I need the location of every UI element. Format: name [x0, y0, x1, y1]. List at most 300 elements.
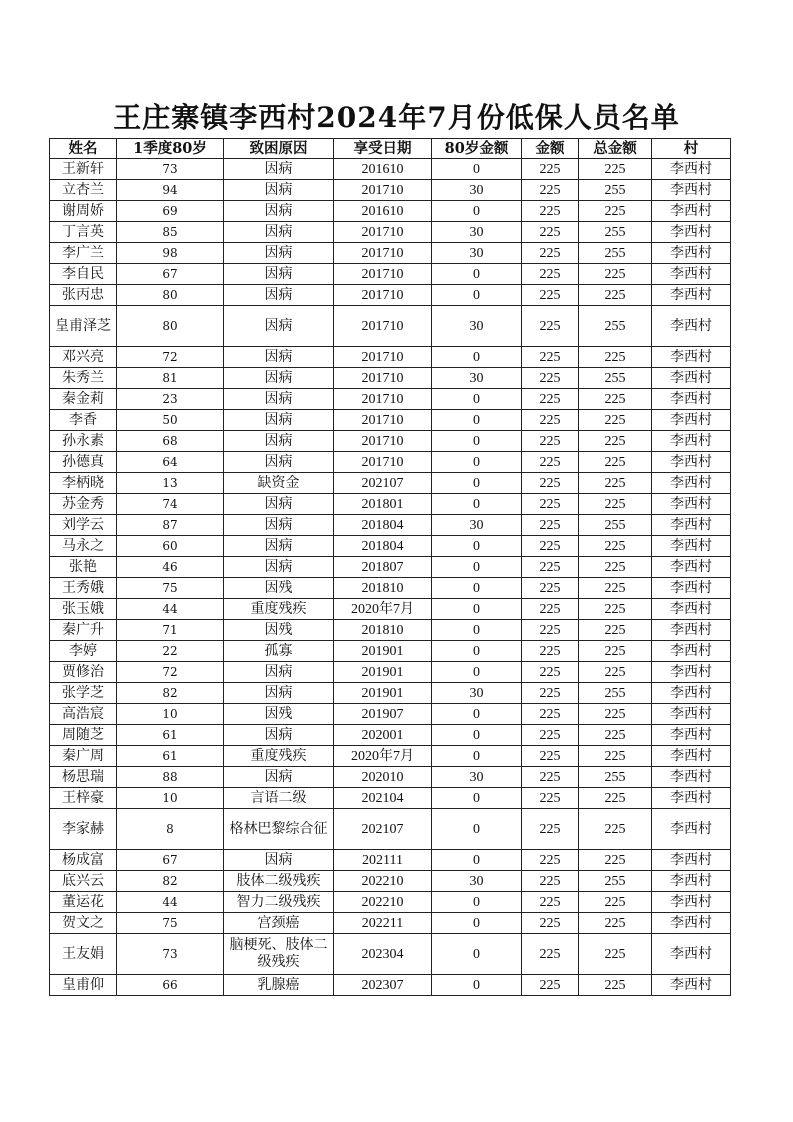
cell-village: 李西村 — [652, 306, 731, 347]
cell-age: 8 — [117, 809, 224, 850]
cell-amount: 225 — [522, 410, 579, 431]
header-reason: 致困原因 — [224, 139, 334, 159]
cell-name: 朱秀兰 — [50, 368, 117, 389]
cell-name: 皇甫泽芝 — [50, 306, 117, 347]
cell-age: 67 — [117, 264, 224, 285]
cell-name: 李婷 — [50, 641, 117, 662]
cell-reason: 因病 — [224, 850, 334, 871]
cell-age: 73 — [117, 934, 224, 975]
cell-bonus: 30 — [432, 871, 522, 892]
table-row — [50, 306, 731, 347]
cell-total: 225 — [579, 536, 652, 557]
cell-reason: 因病 — [224, 285, 334, 306]
cell-village: 李西村 — [652, 809, 731, 850]
cell-age: 85 — [117, 222, 224, 243]
cell-bonus: 0 — [432, 285, 522, 306]
cell-date: 202107 — [334, 809, 432, 850]
cell-total: 225 — [579, 431, 652, 452]
cell-total: 255 — [579, 767, 652, 788]
cell-amount: 225 — [522, 201, 579, 222]
cell-village: 李西村 — [652, 662, 731, 683]
cell-village: 李西村 — [652, 683, 731, 704]
cell-age: 66 — [117, 975, 224, 996]
cell-total: 225 — [579, 285, 652, 306]
cell-total: 225 — [579, 892, 652, 913]
cell-amount: 225 — [522, 913, 579, 934]
cell-amount: 225 — [522, 662, 579, 683]
cell-bonus: 0 — [432, 452, 522, 473]
table-row — [50, 620, 731, 641]
cell-age: 50 — [117, 410, 224, 431]
cell-reason: 智力二级残疾 — [224, 892, 334, 913]
cell-reason: 因病 — [224, 515, 334, 536]
cell-date: 2020年7月 — [334, 599, 432, 620]
cell-date: 201710 — [334, 285, 432, 306]
table-row — [50, 180, 731, 201]
cell-total: 225 — [579, 578, 652, 599]
document-title: 王庄寨镇李西村2024年7月份低保人员名单 — [113, 101, 680, 134]
cell-amount: 225 — [522, 809, 579, 850]
cell-date: 201810 — [334, 578, 432, 599]
cell-total: 225 — [579, 494, 652, 515]
cell-name: 张艳 — [50, 557, 117, 578]
cell-total: 225 — [579, 975, 652, 996]
cell-date: 201610 — [334, 159, 432, 180]
cell-date: 201807 — [334, 557, 432, 578]
cell-bonus: 30 — [432, 222, 522, 243]
cell-reason: 因病 — [224, 201, 334, 222]
cell-reason: 因病 — [224, 368, 334, 389]
cell-total: 225 — [579, 850, 652, 871]
cell-reason: 重度残疾 — [224, 746, 334, 767]
cell-village: 李西村 — [652, 368, 731, 389]
header-bonus: 80岁金额 — [432, 139, 522, 159]
cell-bonus: 0 — [432, 201, 522, 222]
cell-reason: 重度残疾 — [224, 599, 334, 620]
cell-date: 202304 — [334, 934, 432, 975]
table-row — [50, 975, 731, 996]
cell-total: 225 — [579, 389, 652, 410]
cell-reason: 因残 — [224, 578, 334, 599]
cell-name: 丁言英 — [50, 222, 117, 243]
cell-bonus: 30 — [432, 767, 522, 788]
cell-age: 68 — [117, 431, 224, 452]
cell-reason: 因病 — [224, 536, 334, 557]
table-row — [50, 201, 731, 222]
cell-village: 李西村 — [652, 515, 731, 536]
cell-name: 李广兰 — [50, 243, 117, 264]
cell-date: 202210 — [334, 892, 432, 913]
cell-total: 225 — [579, 934, 652, 975]
cell-amount: 225 — [522, 788, 579, 809]
cell-total: 255 — [579, 515, 652, 536]
cell-date: 201710 — [334, 368, 432, 389]
cell-bonus: 0 — [432, 788, 522, 809]
cell-age: 80 — [117, 306, 224, 347]
table-row — [50, 850, 731, 871]
cell-amount: 225 — [522, 306, 579, 347]
cell-village: 李西村 — [652, 536, 731, 557]
table-row — [50, 515, 731, 536]
cell-bonus: 0 — [432, 494, 522, 515]
cell-date: 201804 — [334, 515, 432, 536]
cell-amount: 225 — [522, 892, 579, 913]
cell-amount: 225 — [522, 452, 579, 473]
cell-date: 201810 — [334, 620, 432, 641]
cell-reason: 因残 — [224, 620, 334, 641]
cell-amount: 225 — [522, 767, 579, 788]
cell-total: 255 — [579, 871, 652, 892]
cell-village: 李西村 — [652, 264, 731, 285]
table-row — [50, 578, 731, 599]
table-row — [50, 641, 731, 662]
cell-name: 马永之 — [50, 536, 117, 557]
table-row — [50, 725, 731, 746]
cell-amount: 225 — [522, 746, 579, 767]
cell-total: 225 — [579, 201, 652, 222]
cell-amount: 225 — [522, 641, 579, 662]
cell-name: 王梓豪 — [50, 788, 117, 809]
cell-name: 秦金莉 — [50, 389, 117, 410]
cell-amount: 225 — [522, 725, 579, 746]
cell-reason: 因病 — [224, 180, 334, 201]
cell-name: 谢周娇 — [50, 201, 117, 222]
cell-age: 10 — [117, 788, 224, 809]
table-row — [50, 473, 731, 494]
cell-date: 201710 — [334, 452, 432, 473]
cell-bonus: 0 — [432, 662, 522, 683]
cell-name: 董运花 — [50, 892, 117, 913]
table-row — [50, 452, 731, 473]
cell-reason: 格林巴黎综合征 — [224, 809, 334, 850]
cell-name: 李香 — [50, 410, 117, 431]
cell-bonus: 0 — [432, 746, 522, 767]
header-date: 享受日期 — [334, 139, 432, 159]
cell-amount: 225 — [522, 347, 579, 368]
table-row — [50, 368, 731, 389]
cell-date: 202210 — [334, 871, 432, 892]
table-row — [50, 746, 731, 767]
table-row — [50, 913, 731, 934]
cell-name: 底兴云 — [50, 871, 117, 892]
cell-village: 李西村 — [652, 913, 731, 934]
cell-date: 2020年7月 — [334, 746, 432, 767]
cell-amount: 225 — [522, 620, 579, 641]
cell-name: 李柄晓 — [50, 473, 117, 494]
cell-bonus: 30 — [432, 683, 522, 704]
table-row — [50, 285, 731, 306]
cell-bonus: 0 — [432, 934, 522, 975]
cell-bonus: 30 — [432, 368, 522, 389]
table-row — [50, 788, 731, 809]
table-row — [50, 536, 731, 557]
cell-bonus: 0 — [432, 578, 522, 599]
cell-reason: 孤寡 — [224, 641, 334, 662]
table-row — [50, 431, 731, 452]
cell-bonus: 0 — [432, 725, 522, 746]
cell-date: 202111 — [334, 850, 432, 871]
cell-village: 李西村 — [652, 473, 731, 494]
cell-name: 李家赫 — [50, 809, 117, 850]
cell-age: 82 — [117, 871, 224, 892]
cell-total: 225 — [579, 264, 652, 285]
cell-reason: 因病 — [224, 494, 334, 515]
header-name: 姓名 — [50, 139, 117, 159]
cell-total: 225 — [579, 809, 652, 850]
cell-total: 255 — [579, 683, 652, 704]
cell-name: 秦广升 — [50, 620, 117, 641]
cell-amount: 225 — [522, 536, 579, 557]
cell-village: 李西村 — [652, 641, 731, 662]
cell-amount: 225 — [522, 578, 579, 599]
cell-bonus: 30 — [432, 243, 522, 264]
cell-total: 255 — [579, 180, 652, 201]
cell-age: 61 — [117, 746, 224, 767]
table-body — [50, 159, 731, 996]
cell-age: 67 — [117, 850, 224, 871]
cell-bonus: 0 — [432, 599, 522, 620]
cell-reason: 言语二级 — [224, 788, 334, 809]
cell-date: 201710 — [334, 306, 432, 347]
cell-date: 201901 — [334, 683, 432, 704]
cell-age: 10 — [117, 704, 224, 725]
table-row — [50, 934, 731, 975]
cell-name: 皇甫仰 — [50, 975, 117, 996]
cell-reason: 宫颈癌 — [224, 913, 334, 934]
table-header-row — [50, 139, 731, 159]
cell-total: 225 — [579, 557, 652, 578]
cell-bonus: 0 — [432, 473, 522, 494]
cell-reason: 因残 — [224, 704, 334, 725]
cell-reason: 因病 — [224, 389, 334, 410]
cell-name: 苏金秀 — [50, 494, 117, 515]
table-row — [50, 494, 731, 515]
cell-age: 46 — [117, 557, 224, 578]
cell-age: 82 — [117, 683, 224, 704]
cell-amount: 225 — [522, 494, 579, 515]
cell-reason: 因病 — [224, 452, 334, 473]
header-village: 村 — [652, 139, 731, 159]
cell-total: 225 — [579, 159, 652, 180]
header-total: 总金额 — [579, 139, 652, 159]
cell-total: 225 — [579, 620, 652, 641]
cell-age: 61 — [117, 725, 224, 746]
cell-reason: 因病 — [224, 347, 334, 368]
cell-amount: 225 — [522, 515, 579, 536]
cell-bonus: 0 — [432, 431, 522, 452]
cell-name: 贾修治 — [50, 662, 117, 683]
cell-age: 60 — [117, 536, 224, 557]
cell-village: 李西村 — [652, 159, 731, 180]
table-row — [50, 347, 731, 368]
cell-reason: 乳腺癌 — [224, 975, 334, 996]
cell-age: 72 — [117, 347, 224, 368]
cell-name: 王秀娥 — [50, 578, 117, 599]
cell-name: 秦广周 — [50, 746, 117, 767]
cell-name: 李自民 — [50, 264, 117, 285]
cell-date: 201801 — [334, 494, 432, 515]
cell-village: 李西村 — [652, 850, 731, 871]
cell-age: 72 — [117, 662, 224, 683]
cell-reason: 因病 — [224, 410, 334, 431]
cell-village: 李西村 — [652, 578, 731, 599]
cell-age: 23 — [117, 389, 224, 410]
table-row — [50, 599, 731, 620]
table-row — [50, 410, 731, 431]
cell-total: 225 — [579, 410, 652, 431]
cell-age: 75 — [117, 913, 224, 934]
cell-amount: 225 — [522, 683, 579, 704]
cell-amount: 225 — [522, 704, 579, 725]
cell-age: 80 — [117, 285, 224, 306]
table-row — [50, 809, 731, 850]
cell-reason: 缺资金 — [224, 473, 334, 494]
cell-reason: 因病 — [224, 306, 334, 347]
cell-date: 202001 — [334, 725, 432, 746]
cell-reason: 因病 — [224, 662, 334, 683]
cell-total: 255 — [579, 306, 652, 347]
cell-date: 201901 — [334, 641, 432, 662]
cell-total: 225 — [579, 599, 652, 620]
cell-reason: 脑梗死、肢体二级残疾 — [224, 934, 334, 975]
cell-total: 255 — [579, 222, 652, 243]
cell-bonus: 0 — [432, 347, 522, 368]
cell-name: 孙永素 — [50, 431, 117, 452]
cell-reason: 因病 — [224, 431, 334, 452]
cell-village: 李西村 — [652, 347, 731, 368]
cell-bonus: 0 — [432, 620, 522, 641]
cell-amount: 225 — [522, 975, 579, 996]
cell-date: 201710 — [334, 180, 432, 201]
subsistence-allowance-table — [49, 138, 731, 996]
cell-reason: 因病 — [224, 222, 334, 243]
cell-reason: 因病 — [224, 159, 334, 180]
cell-age: 44 — [117, 892, 224, 913]
cell-village: 李西村 — [652, 975, 731, 996]
table-row — [50, 704, 731, 725]
cell-age: 75 — [117, 578, 224, 599]
cell-village: 李西村 — [652, 788, 731, 809]
cell-village: 李西村 — [652, 620, 731, 641]
cell-bonus: 0 — [432, 704, 522, 725]
cell-date: 202307 — [334, 975, 432, 996]
table-row — [50, 557, 731, 578]
cell-amount: 225 — [522, 243, 579, 264]
cell-bonus: 0 — [432, 159, 522, 180]
cell-name: 立杏兰 — [50, 180, 117, 201]
cell-bonus: 30 — [432, 180, 522, 201]
cell-bonus: 30 — [432, 306, 522, 347]
cell-village: 李西村 — [652, 871, 731, 892]
cell-bonus: 0 — [432, 264, 522, 285]
cell-village: 李西村 — [652, 767, 731, 788]
cell-total: 225 — [579, 473, 652, 494]
cell-bonus: 30 — [432, 515, 522, 536]
cell-bonus: 0 — [432, 641, 522, 662]
cell-total: 225 — [579, 746, 652, 767]
cell-name: 张丙忠 — [50, 285, 117, 306]
cell-total: 225 — [579, 725, 652, 746]
cell-date: 201710 — [334, 264, 432, 285]
cell-reason: 肢体二级残疾 — [224, 871, 334, 892]
cell-name: 杨思瑞 — [50, 767, 117, 788]
cell-reason: 因病 — [224, 725, 334, 746]
cell-amount: 225 — [522, 368, 579, 389]
cell-reason: 因病 — [224, 243, 334, 264]
cell-bonus: 0 — [432, 975, 522, 996]
cell-total: 225 — [579, 788, 652, 809]
cell-reason: 因病 — [224, 557, 334, 578]
cell-village: 李西村 — [652, 892, 731, 913]
cell-village: 李西村 — [652, 410, 731, 431]
cell-age: 94 — [117, 180, 224, 201]
header-age: 1季度80岁 — [117, 139, 224, 159]
cell-village: 李西村 — [652, 704, 731, 725]
cell-amount: 225 — [522, 473, 579, 494]
cell-name: 贺文之 — [50, 913, 117, 934]
cell-village: 李西村 — [652, 934, 731, 975]
cell-name: 孙德真 — [50, 452, 117, 473]
table-row — [50, 662, 731, 683]
cell-amount: 225 — [522, 431, 579, 452]
cell-village: 李西村 — [652, 557, 731, 578]
cell-date: 202104 — [334, 788, 432, 809]
table-row — [50, 892, 731, 913]
cell-amount: 225 — [522, 285, 579, 306]
cell-bonus: 0 — [432, 536, 522, 557]
cell-date: 201710 — [334, 222, 432, 243]
cell-date: 201710 — [334, 347, 432, 368]
cell-village: 李西村 — [652, 599, 731, 620]
cell-name: 杨成富 — [50, 850, 117, 871]
cell-age: 81 — [117, 368, 224, 389]
cell-date: 201907 — [334, 704, 432, 725]
cell-total: 255 — [579, 368, 652, 389]
table-row — [50, 767, 731, 788]
cell-amount: 225 — [522, 264, 579, 285]
cell-name: 张玉娥 — [50, 599, 117, 620]
cell-total: 225 — [579, 913, 652, 934]
cell-amount: 225 — [522, 222, 579, 243]
cell-name: 高浩宸 — [50, 704, 117, 725]
cell-name: 王新轩 — [50, 159, 117, 180]
cell-date: 202010 — [334, 767, 432, 788]
cell-date: 201610 — [334, 201, 432, 222]
cell-age: 22 — [117, 641, 224, 662]
cell-age: 73 — [117, 159, 224, 180]
cell-village: 李西村 — [652, 222, 731, 243]
cell-amount: 225 — [522, 871, 579, 892]
cell-amount: 225 — [522, 599, 579, 620]
cell-total: 225 — [579, 347, 652, 368]
cell-village: 李西村 — [652, 243, 731, 264]
cell-name: 刘学云 — [50, 515, 117, 536]
cell-total: 225 — [579, 704, 652, 725]
cell-reason: 因病 — [224, 683, 334, 704]
cell-bonus: 0 — [432, 809, 522, 850]
cell-bonus: 0 — [432, 389, 522, 410]
table-row — [50, 243, 731, 264]
cell-bonus: 0 — [432, 913, 522, 934]
table-row — [50, 159, 731, 180]
cell-bonus: 0 — [432, 557, 522, 578]
cell-reason: 因病 — [224, 767, 334, 788]
cell-date: 201710 — [334, 243, 432, 264]
cell-age: 13 — [117, 473, 224, 494]
cell-village: 李西村 — [652, 201, 731, 222]
header-amount: 金额 — [522, 139, 579, 159]
cell-bonus: 0 — [432, 850, 522, 871]
